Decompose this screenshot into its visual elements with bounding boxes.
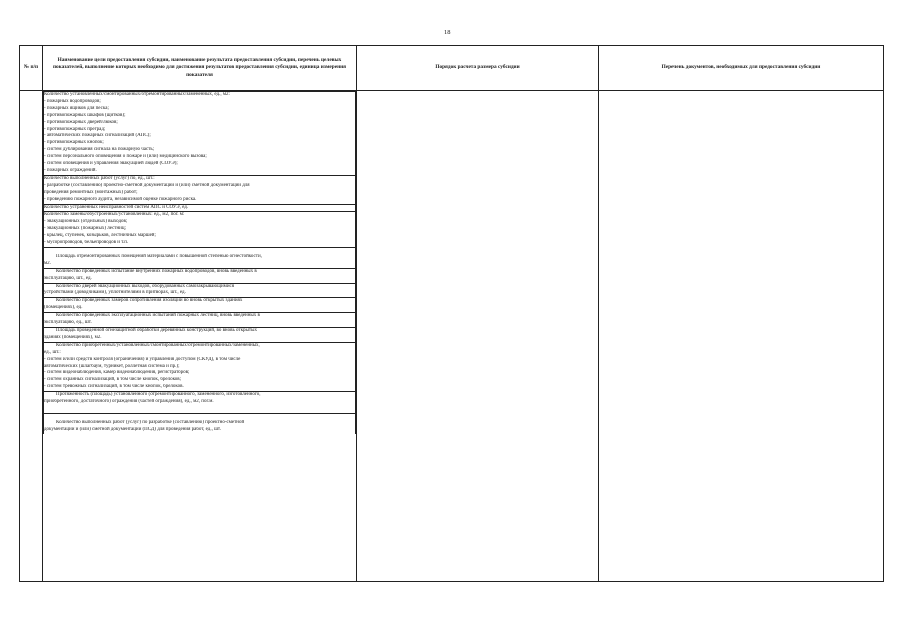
indicator-line: эксплуатацию, шт., ед.: [44, 275, 92, 281]
indicator-block: [44, 212, 356, 248]
indicator-line: ед., шт.:: [44, 349, 61, 355]
indicator-line: устройствами (доводчиками), уплотнителями в притворах, шт., ед.: [44, 290, 186, 296]
indicator-block: [44, 298, 356, 313]
indicator-line: - автоматических пожарных сигнализаций (АПС);: [44, 133, 151, 139]
indicator-line: зданиях (помещениях), м2.: [44, 334, 102, 340]
indicator-line: - систем дублирования сигнала на пожарную часть;: [44, 147, 155, 153]
subsidy-table: [19, 45, 884, 582]
indicator-line: - пожарных водопроводов;: [44, 98, 101, 104]
indicator-block: [44, 342, 356, 391]
indicator-block: [44, 204, 356, 212]
indicator-line: - проведению пожарного аудита, независимой оценке пожарного риска.: [44, 196, 197, 202]
indicator-row: [44, 175, 356, 204]
indicator-line: автоматических (шлагбаум, турникет, роллетная система и пр.);: [44, 363, 180, 369]
indicator-row: [44, 247, 356, 268]
table-header-row: [20, 46, 884, 91]
indicator-row: [44, 204, 356, 212]
indicator-line: [44, 406, 355, 413]
indicator-block: [44, 247, 356, 268]
indicator-row: [44, 212, 356, 248]
indicator-line: Протяженность (площадь) установленного (отремонтированного, замененного, изготовленного,: [56, 392, 261, 398]
documents-cell: [599, 91, 884, 582]
indicator-line: - противопожарных шкафов (щитков);: [44, 112, 126, 118]
indicator-line: Площадь проведенной огнезащитной обработки деревянных конструкций, во вновь открытых: [56, 328, 257, 333]
indicator-row: [44, 392, 356, 414]
indicator-list: [43, 91, 356, 434]
indicator-row: [44, 92, 356, 176]
indicator-row: [44, 413, 356, 433]
indicator-line: - систем видеонаблюдения, камер видеонаблюдения, регистраторов;: [44, 370, 190, 376]
indicator-line: - систем персонального оповещения о пожаре и (или) медицинского вызова;: [44, 154, 207, 160]
indicator-line: - эвакуационных (отдельных) выходов;: [44, 219, 128, 225]
indicator-line: - противопожарных преград;: [44, 126, 106, 132]
indicator-line: - крылец, ступенек, козырьков, лестничных маршей;: [44, 233, 156, 239]
indicator-block: [44, 268, 356, 283]
number-cell: [20, 91, 43, 582]
indicator-line: Количество устраненных неисправностей систем АПС и СОУЭ, ед.: [44, 204, 189, 210]
indicator-line: Количество проведенных эксплуатационных испытаний пожарных лестниц, вновь введенных в: [56, 313, 260, 319]
indicator-line: - пожарных ящиков для песка;: [44, 105, 109, 111]
indicator-line: - эвакуационных (пожарных) лестниц;: [44, 226, 126, 232]
indicator-block: [44, 392, 356, 414]
indicator-line: - противопожарных дверей/люков;: [44, 119, 118, 125]
indicator-line: - противопожарных кнопок;: [44, 140, 104, 146]
indicator-row: [44, 313, 356, 328]
indicator-line: Количество выполненных работ (услуг) по, ед., шт.:: [44, 175, 155, 181]
indicator-line: - разработке (составлению) проектно-сметной документации и (или) сметной документации для: [44, 182, 250, 188]
indicator-row: [44, 283, 356, 298]
indicator-line: документации и (или) сметной документации (ПСД) для проведения работ, ед., шт.: [44, 426, 221, 432]
indicator-row: [44, 328, 356, 343]
indicator-block: [44, 413, 356, 433]
indicator-line: - систем охранных сигнализаций, в том числе кнопок, брелоков;: [44, 377, 181, 383]
header-documents: Перечень документов, необходимых для предоставления субсидии: [599, 46, 884, 91]
indicator-line: приобретенного, достаточного) ограждения (частей ограждения), ед., м2, пог.м.: [44, 399, 214, 405]
indicator-line: Площадь отремонтированных помещений материалами с повышенной степенью огнестойкости,: [56, 253, 262, 259]
indicator-line: (помещениях), ед.: [44, 305, 83, 311]
indicator-line: Количество приобретенных/установленных/смонтированных/отремонтированных/замененных,: [56, 342, 260, 348]
indicator-line: - систем и/или средств контроля (ограничения) и управления доступом (СКУД), в том числе: [44, 356, 241, 362]
indicator-block: [44, 328, 356, 343]
indicator-block: [44, 92, 356, 176]
indicator-line: Количество установленных/смонтированных/отремонтированных/замененных, ед., м2:: [44, 92, 230, 97]
indicator-row: [44, 342, 356, 391]
header-goal: Наименование цели предоставления субсидии, наименование результата предоставления субсидии, перечень целевых показателей, выполнение которых необходимо для достижения результатов предоставления субсидии, единица измерения показателя: [43, 46, 357, 91]
indicator-row: [44, 298, 356, 313]
indicator-line: Количество выполненных работ (услуг) по разработке (составлению) проектно-сметной: [56, 419, 245, 425]
page-number: 18: [444, 29, 451, 36]
calculation-cell: [357, 91, 599, 582]
indicator-block: [44, 283, 356, 298]
indicator-line: проведения ремонтных (монтажных) работ;: [44, 189, 138, 195]
indicator-line: м2.: [44, 260, 51, 266]
goal-cell: [43, 91, 357, 582]
indicator-line: Количество дверей эвакуационных выходов, оборудованных самозакрывающимися: [56, 283, 235, 289]
header-number: № п/п: [20, 46, 43, 91]
indicator-line: - систем оповещения и управления эвакуацией людей (СОУЭ);: [44, 161, 178, 167]
indicator-line: Количество замены/обустроенных/установленных: ед., м2, пог. м:: [44, 212, 185, 218]
indicator-block: [44, 313, 356, 328]
indicator-block: [44, 175, 356, 204]
indicator-line: Количество проведенных испытание внутренних пожарных водопроводов, вновь введенных в: [56, 268, 257, 274]
indicator-line: - пожарных ограждений.: [44, 167, 97, 173]
indicator-line: - систем тревожных сигнализаций, в том числе кнопок, брелоков.: [44, 384, 184, 390]
table-body-row: [20, 91, 884, 582]
indicator-row: [44, 268, 356, 283]
header-calculation: Порядок расчета размера субсидии: [357, 46, 599, 91]
indicator-line: эксплуатацию, ед., шт.: [44, 320, 92, 326]
indicator-line: Количество проведенных замеров сопротивления изоляции во вновь открытых зданиях: [56, 298, 243, 304]
indicator-line: - мусоропроводов, бельепроводов и т.п.: [44, 240, 129, 246]
